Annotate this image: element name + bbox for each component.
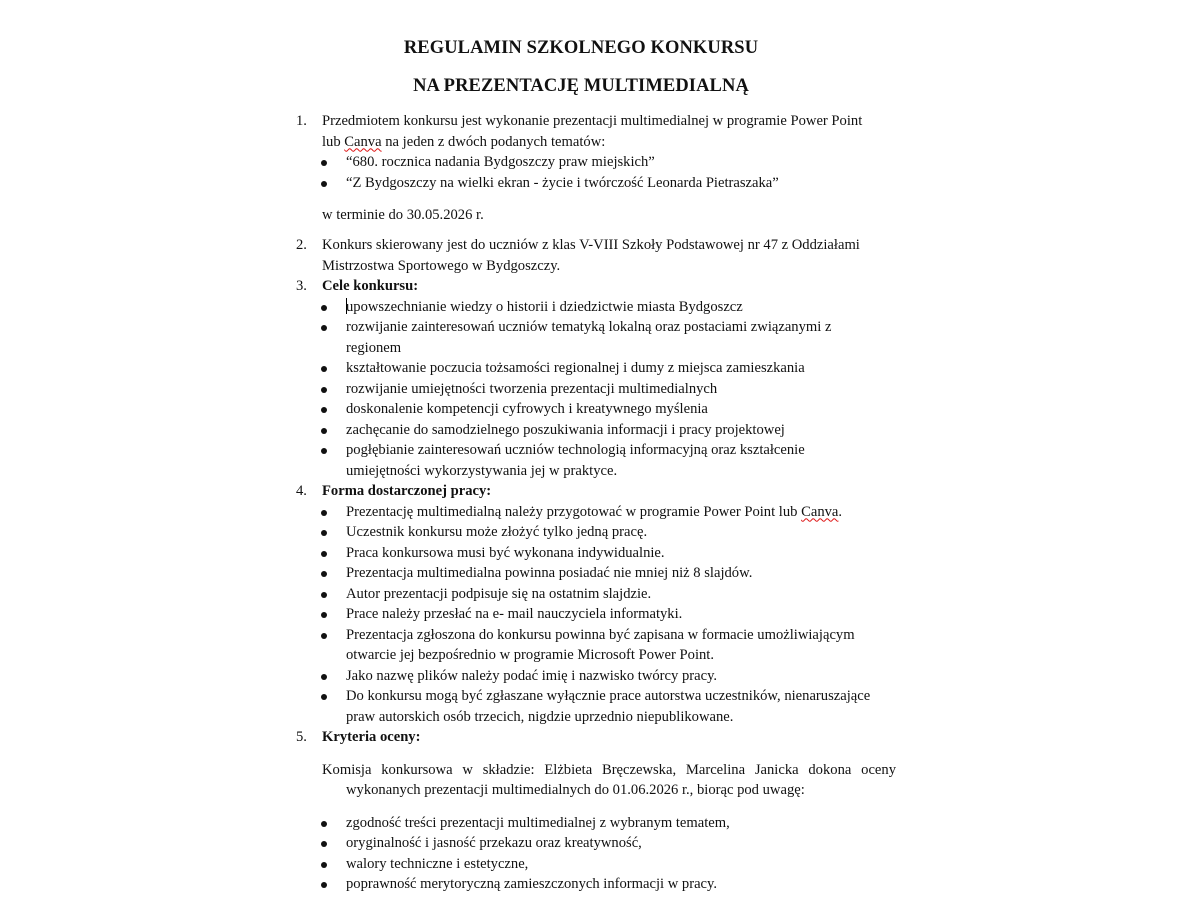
bullet-icon [321, 862, 327, 868]
list-item: Autor prezentacji podpisuje się na ostatnim slajdzie. [296, 584, 896, 605]
section-heading: Kryteria oceny: [322, 729, 421, 745]
bullet-icon [321, 387, 327, 393]
spellcheck-flagged-word: Canva [801, 503, 839, 520]
bullet-icon [321, 882, 327, 888]
bullet-icon [321, 694, 327, 700]
section-1 [296, 111, 896, 226]
criteria-list [296, 813, 896, 895]
bullet-icon [321, 612, 327, 618]
section-3 [296, 276, 896, 481]
list-item: Do konkursu mogą być zgłaszane wyłącznie prace autorstwa uczestników, nienaruszające praw autorskich osób trzecich, nigdzie uprzednio niepublikowane. [296, 686, 896, 727]
section-2 [296, 235, 896, 276]
text-line: lub Canva na jeden z dwóch podanych tematów: [322, 133, 606, 150]
bullet-icon [321, 448, 327, 454]
bullet-icon [321, 571, 327, 577]
bullet-icon [321, 181, 327, 187]
bullet-icon [321, 325, 327, 331]
section-1-intro [296, 111, 896, 152]
text-line: Konkurs skierowany jest do uczniów z klas V-VIII Szkoły Podstawowej nr 47 z Oddziałami [322, 237, 860, 253]
section-number: 2. [296, 237, 307, 253]
list-item: Jako nazwę plików należy podać imię i nazwisko twórcy pracy. [296, 666, 896, 687]
bullet-icon [321, 366, 327, 372]
bullet-icon [321, 592, 327, 598]
text-line: wykonanych prezentacji multimedialnych do 01.06.2026 r., biorąc pod uwagę: [346, 782, 805, 798]
document-title-line-1: REGULAMIN SZKOLNEGO KONKURSU [403, 38, 759, 58]
list-item: poprawność merytoryczną zamieszczonych informacji w pracy. [296, 874, 896, 895]
section-number: 3. [296, 278, 307, 294]
text-line: Mistrzostwa Sportowego w Bydgoszczy. [322, 257, 561, 274]
text-line: Przedmiotem konkursu jest wykonanie prezentacji multimedialnej w programie Power Point [322, 113, 863, 129]
list-item: rozwijanie zainteresowań uczniów tematyką lokalną oraz postaciami związanymi z regionem [296, 317, 896, 358]
list-item: “680. rocznica nadania Bydgoszczy praw miejskich” [296, 152, 896, 173]
spellcheck-flagged-word: Canva [344, 133, 382, 150]
section-heading: Forma dostarczonej pracy: [322, 483, 492, 499]
section-number: 5. [296, 729, 307, 745]
section-4 [296, 481, 896, 727]
list-item: Prezentację multimedialną należy przygotować w programie Power Point lub Canva. [296, 502, 896, 523]
document-title-line-2: NA PREZENTACJĘ MULTIMEDIALNĄ [413, 76, 749, 96]
section-number: 1. [296, 113, 307, 129]
bullet-icon [321, 633, 327, 639]
list-item: pogłębianie zainteresowań uczniów technologią informacyjną oraz kształcenie umiejętności wykorzystywania jej w praktyce. [296, 440, 896, 481]
criteria-paragraph [296, 760, 896, 801]
text-line: Komisja konkursowa w składzie: Elżbieta Bręczewska, Marcelina Janicka dokona oceny [322, 761, 896, 778]
list-item: Prezentacja multimedialna powinna posiadać nie mniej niż 8 slajdów. [296, 563, 896, 584]
bullet-icon [321, 674, 327, 680]
list-item: upowszechnianie wiedzy o historii i dziedzictwie miasta Bydgoszcz [296, 297, 896, 318]
list-item: rozwijanie umiejętności tworzenia prezentacji multimedialnych [296, 379, 896, 400]
section-heading: Cele konkursu: [322, 278, 419, 294]
bullet-icon [321, 428, 327, 434]
bullet-icon [321, 530, 327, 536]
bullet-icon [321, 160, 327, 166]
bullet-icon [321, 821, 327, 827]
list-item: Uczestnik konkursu może złożyć tylko jedną pracę. [296, 522, 896, 543]
list-item: walory techniczne i estetyczne, [296, 854, 896, 875]
bullet-icon [321, 551, 327, 557]
deadline-text: w terminie do 30.05.2026 r. [322, 207, 484, 223]
list-item: “Z Bydgoszczy na wielki ekran - życie i twórczość Leonarda Pietraszaka” [296, 173, 896, 194]
bullet-icon [321, 407, 327, 413]
list-item: oryginalność i jasność przekazu oraz kreatywność, [296, 833, 896, 854]
list-item: Prace należy przesłać na e- mail nauczyciela informatyki. [296, 604, 896, 625]
bullet-icon [321, 305, 327, 311]
list-item: doskonalenie kompetencji cyfrowych i kreatywnego myślenia [296, 399, 896, 420]
list-item: Praca konkursowa musi być wykonana indywidualnie. [296, 543, 896, 564]
list-item: kształtowanie poczucia tożsamości regionalnej i dumy z miejsca zamieszkania [296, 358, 896, 379]
list-item: zachęcanie do samodzielnego poszukiwania informacji i pracy projektowej [296, 420, 896, 441]
bullet-icon [321, 510, 327, 516]
section-number: 4. [296, 483, 307, 499]
bullet-icon [321, 841, 327, 847]
list-item: zgodność treści prezentacji multimedialnej z wybranym tematem, [296, 813, 896, 834]
list-item: Prezentacja zgłoszona do konkursu powinna być zapisana w formacie umożliwiającym otwarcie jej bezpośrednio w programie Microsoft Power Point. [296, 625, 896, 666]
section-5 [296, 727, 896, 895]
